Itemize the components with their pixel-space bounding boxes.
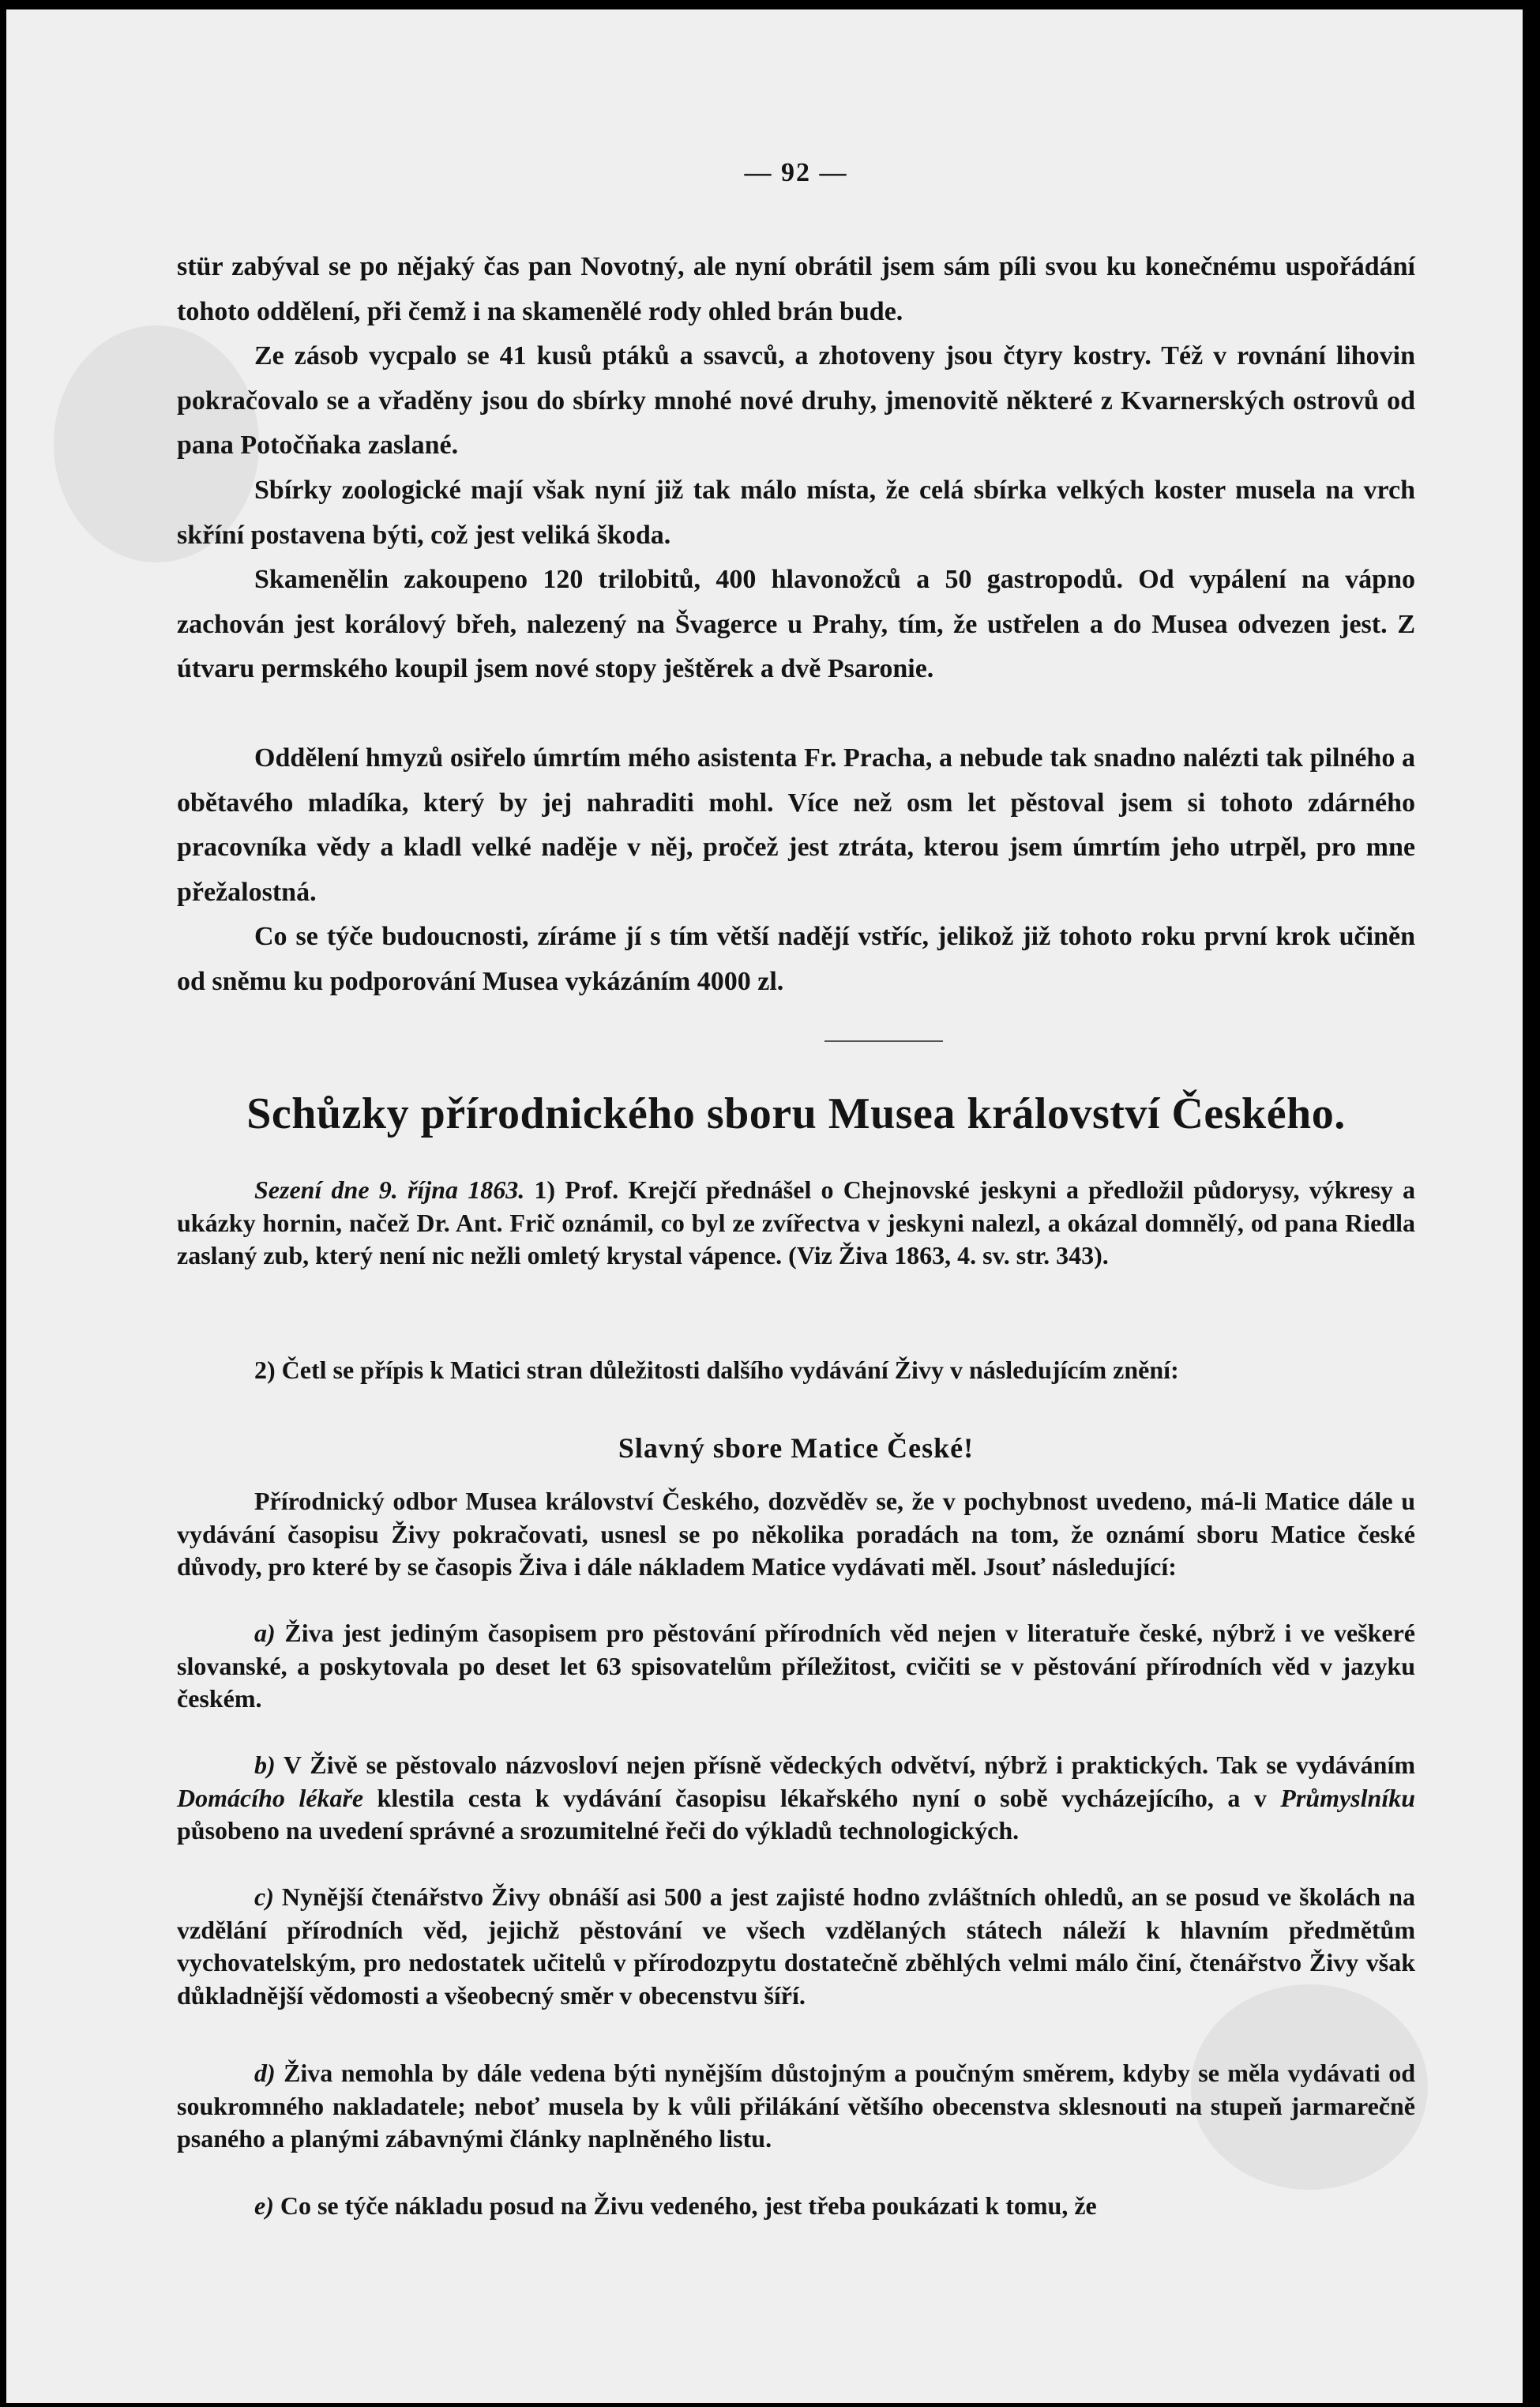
letter-salutation: Slavný sbore Matice České! — [618, 1432, 975, 1464]
session-item-2: 2) Četl se přípis k Matici stran důležitosti dalšího vydávání Živy v následujícím znění: — [254, 1356, 1179, 1384]
letter-point-d: d) Živa nemohla by dále vedena býti nynějším důstojným a poučným směrem, kdyby se měla vydávati od soukromného nakladatele; neboť musela by k vůli přilákání většího obecenstva sklesnouti na stupeň jarmarečně psaného a planými zábavnými články naplněného listu. — [177, 2059, 1416, 2153]
paragraph-zoology: Sbírky zoologické mají však nyní již tak málo místa, že celá sbírka velkých koster musela na vrch skříní postavena býti, což jest veliká škoda. — [177, 476, 1415, 550]
section-divider — [824, 1040, 943, 1042]
paragraph-continuation: stür zabýval se po nějaký čas pan Novotný, ale nyní obrátil jsem sám píli svou ku konečnému uspořádání tohoto oddělení, při čemž i na skamenělé rody ohled brán bude. — [177, 252, 1415, 326]
paragraph-collections: Ze zásob vycpalo se 41 kusů ptáků a ssavců, a zhotoveny jsou čtyry kostry. Též v rovnání lihovin pokračovalo se a vřaděny jsou do sbírky mnohé nové druhy, jmenovitě některé z Kvarnerských ostrovů od pana Potočňaka zaslané. — [177, 341, 1415, 460]
paragraph-insects: Oddělení hmyzů osiřelo úmrtím mého asistenta Fr. Pracha, a nebude tak snadno nalézti tak pilného a obětavého mladíka, který by jej nahraditi mohl. Více než osm let pěstoval jsem si tohoto zdárného pracovníka vědy a kladl velké naděje v něj, pročež jest ztráta, kterou jsem úmrtím jeho utrpěl, pro mne přežalostná. — [177, 743, 1415, 907]
letter-point-e: e) Co se týče nákladu posud na Živu vedeného, jest třeba poukázati k tomu, že — [254, 2191, 1097, 2220]
paragraph-fossils: Skamenělin zakoupeno 120 trilobitů, 400 hlavonožců a 50 gastropodů. Od vypálení na vápno zachován jest korálový břeh, nalezený na Švagerce u Prahy, tím, že ustřelen a do Musea odvezen jest. Z útvaru permského koupil jsem nové stopy ještěrek a dvě Psaronie. — [177, 565, 1415, 683]
paragraph-future: Co se týče budoucnosti, zíráme jí s tím větší nadějí vstříc, jelikož již tohoto roku první krok učiněn od sněmu ku podporování Musea vykázáním 4000 zl. — [177, 922, 1415, 996]
letter-intro: Přírodnický odbor Musea království Českého, dozvěděv se, že v pochybnost uvedeno, má-li Matice dále u vydávání časopisu Živy pokračovati, usnesl se po několika poradách na tom, že oznámí sboru Matice české důvody, pro které by se časopis Živa i dále nákladem Matice vydávati měl. Jsouť následující: — [177, 1487, 1415, 1581]
letter-point-b: b) V Živě se pěstovalo názvosloví nejen přísně vědeckých odvětví, nýbrž i praktických. Tak se vydáváním Domácího lékaře klestila cesta k vydávání časopisu lékařského nyní o sobě vycházejícího, a v Průmyslníku působeno na uvedení správné a srozumitelné řeči do výkladů technologických. — [177, 1751, 1415, 1845]
page-number: — 92 — — [744, 158, 848, 187]
scanned-page — [6, 9, 1523, 2403]
letter-point-c: c) Nynější čtenářstvo Živy obnáší asi 500 a jest zajisté hodno zvláštních ohledů, an se posud ve školách na vzdělání přírodních věd, jejichž pěstování ve všech vzdělaných státech náleží k hlavním předmětům vychovatelským, pro nedostatek učitelů v přírodozpytu dostatečně zběhlých velmi málo činí, čtenářstvo Živy však důkladnější vědomosti a všeobecný směr v obecenstvu šíří. — [177, 1882, 1416, 2010]
session-paragraph: Sezení dne 9. října 1863. 1) Prof. Krejčí přednášel o Chejnovské jeskyni a předložil půdorysy, výkresy a ukázky hornin, načež Dr. Ant. Frič oznámil, co byl ze zvířectva v jeskyni nalezl, a okázal domnělý, od pana Riedla zaslaný zub, který není nic nežli omletý krystal vápence. (Viz Živa 1863, 4. sv. str. 343). — [177, 1175, 1416, 1269]
letter-point-a: a) Živa jest jediným časopisem pro pěstování přírodních věd nejen v literatuře české, nýbrž i ve veškeré slovanské, a poskytovala po deset let 63 spisovatelům příležitost, cvičiti se v pěstování přírodních věd v jazyku českém. — [177, 1619, 1416, 1713]
session-date: Sezení dne 9. října 1863. — [254, 1175, 525, 1204]
section-heading: Schůzky přírodnického sboru Musea království Českého. — [246, 1089, 1346, 1138]
